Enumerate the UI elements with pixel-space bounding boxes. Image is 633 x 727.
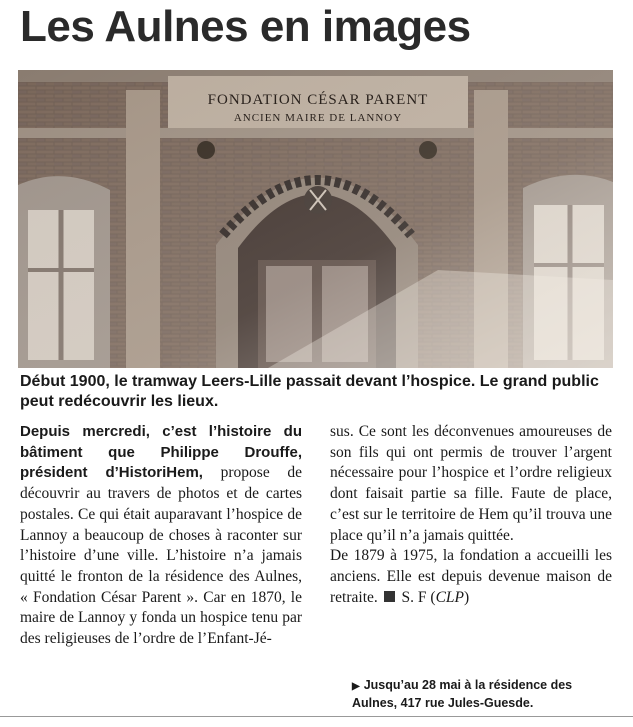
author-signature: S. F (CLP) [401, 588, 470, 606]
article-body-right-paragraph-1: sus. Ce sont les déconvenues amoureuses de son fils qui ont permis de trouver l’argent nécessaire pour l’hospice et l’ordre religieux dont faisait partie sa fille. Faute de place, c’est sur le territoire de Hem qu’il trouva une place qu’il n’a jamais quittée. [330, 423, 612, 544]
bottom-divider [0, 716, 633, 717]
event-info [352, 677, 618, 711]
article-column-right [330, 422, 612, 608]
archive-photo [18, 70, 613, 368]
article-lead: Depuis mercredi, c’est l’histoire du bâtiment que Philippe Drouffe, président d’HistoriHem, [20, 423, 302, 482]
headline: Les Aulnes en images [20, 2, 471, 51]
triangle-right-icon: ▶ [352, 681, 360, 692]
source-credit: CLP [435, 588, 464, 606]
article-body-left: propose de découvrir au travers de photos et de cartes postales. Ce qui était auparavant l’hospice de Lannoy a beaucoup de choses à raconter sur l’histoire d’une ville. L’histoire n’a jamais quitté le fronton de la résidence des Aulnes, « Fondation César Parent ». Car en 1870, le maire de Lannoy y fonda un hospice tenu par des religieuses de l’ordre de l’Enfant-Jé- [20, 464, 302, 648]
facade-inscription-1: FONDATION CÉSAR PARENT [207, 92, 429, 108]
article-column-left [20, 422, 302, 650]
event-info-text: Jusqu’au 28 mai à la résidence des Aulnes, 417 rue Jules-Guesde. [352, 678, 573, 710]
photo-caption: Début 1900, le tramway Leers-Lille passait devant l’hospice. Le grand public peut redécouvrir les lieux. [20, 373, 599, 410]
facade-inscription-2: ANCIEN MAIRE DE LANNOY [233, 112, 403, 124]
article-body-right-paragraph-2: De 1879 à 1975, la fondation a accueilli les anciens. Elle est depuis devenue maison de retraite. [330, 547, 612, 606]
end-mark-icon [384, 591, 395, 602]
